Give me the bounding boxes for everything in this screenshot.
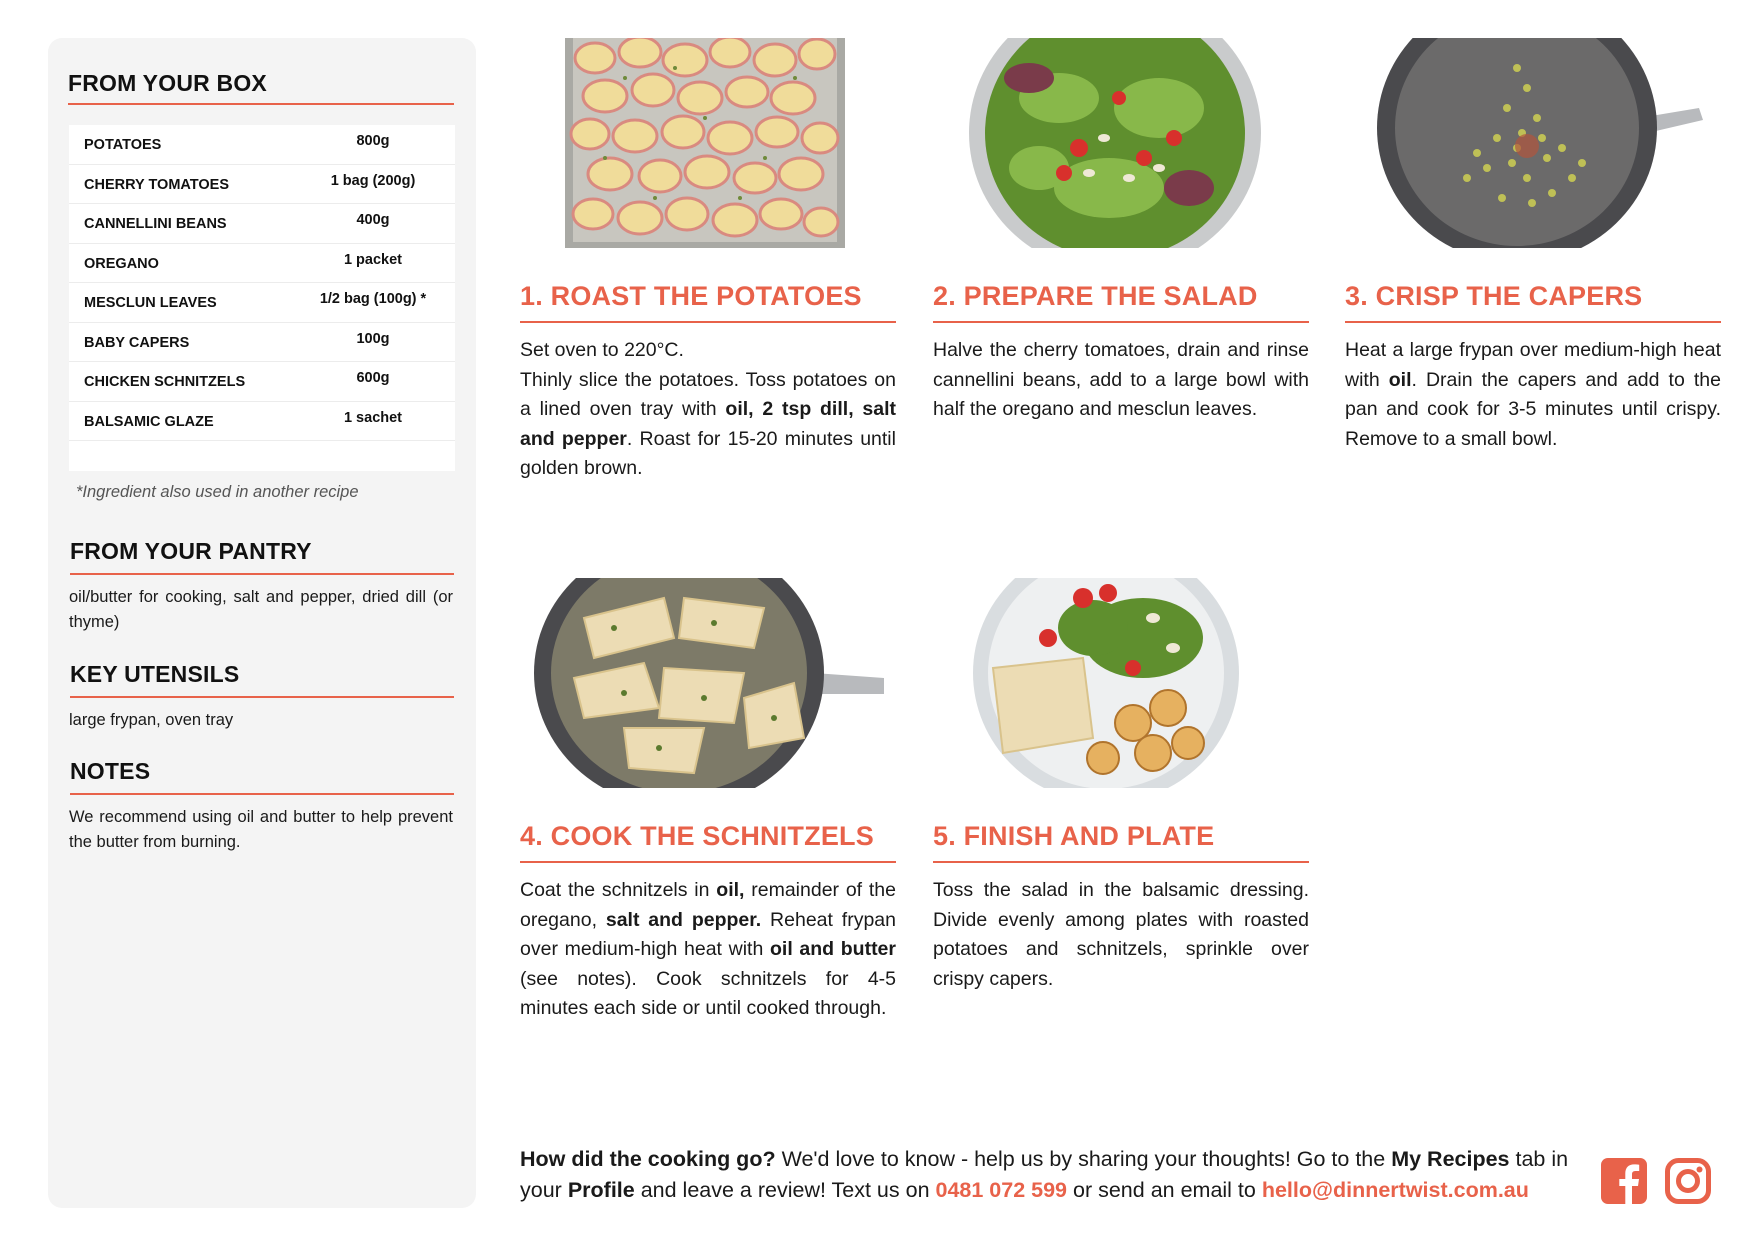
pantry-text: oil/butter for cooking, salt and pepper, dried dill (or thyme)	[69, 588, 453, 631]
divider	[933, 321, 1309, 323]
step-text: Reheat frypan over medium-high heat with	[520, 908, 896, 960]
email-link[interactable]: hello@dinnertwist.com.au	[1261, 1178, 1529, 1202]
ingredient-name: BABY CAPERS	[84, 334, 190, 351]
step-1	[520, 38, 896, 488]
step-text: Heat a large frypan over medium-high heat with	[1345, 339, 1721, 391]
feedback-footer	[520, 1144, 1580, 1206]
divider	[520, 861, 896, 863]
ingredient-qty: 1 packet	[343, 251, 403, 268]
ingredient-name: POTATOES	[84, 137, 162, 153]
footer-text: We'd love to know - help us by sharing your thoughts! Go to the	[775, 1147, 1392, 1171]
step-title: 1. ROAST THE POTATOES	[520, 281, 862, 311]
roast-potatoes-photo	[565, 38, 845, 248]
notes-title: NOTES	[70, 758, 151, 784]
table-row	[69, 323, 455, 363]
divider	[1345, 321, 1721, 323]
profile-label: Profile	[567, 1178, 635, 1202]
footer-text: or send an email to	[1067, 1178, 1262, 1202]
step-text: Set oven to 220°C.	[520, 339, 684, 361]
ingredient-footnote: *Ingredient also used in another recipe	[76, 483, 359, 501]
step-title: 2. PREPARE THE SALAD	[933, 281, 1258, 311]
divider	[70, 793, 454, 795]
plated-meal-photo	[973, 578, 1239, 788]
step-2	[933, 38, 1309, 488]
step-text-bold: oil and butter	[769, 938, 896, 960]
notes-text: We recommend using oil and butter to help prevent the butter from burning.	[69, 808, 453, 851]
ingredient-name: MESCLUN LEAVES	[84, 295, 217, 311]
footer-text: tab in your	[520, 1147, 1569, 1202]
step-text: remainder of the oregano,	[520, 879, 896, 931]
ingredient-qty: 800g	[356, 133, 390, 149]
ingredient-table	[69, 125, 455, 471]
divider	[933, 861, 1309, 863]
step-text: Coat the schnitzels in	[520, 879, 717, 901]
step-text: Thinly slice the potatoes. Toss potatoes on a lined oven tray with	[520, 368, 896, 420]
my-recipes-label: My Recipes	[1391, 1147, 1510, 1171]
step-instructions	[1345, 336, 1721, 454]
step-text-bold: oil,	[716, 879, 745, 901]
divider	[70, 573, 454, 575]
ingredient-qty: 100g	[356, 330, 390, 347]
footer-text: and leave a review! Text us on	[634, 1178, 936, 1202]
step-instructions	[520, 336, 896, 484]
footer-text-bold: How did the cooking go?	[520, 1147, 776, 1171]
step-text-bold: salt and pepper.	[605, 908, 762, 931]
ingredient-qty: 600g	[356, 370, 390, 386]
step-instructions	[933, 336, 1309, 425]
phone-link[interactable]: 0481 072 599	[935, 1178, 1068, 1202]
ingredient-qty: 1 sachet	[343, 409, 403, 426]
from-your-box-title: FROM YOUR BOX	[68, 70, 267, 96]
ingredient-qty: 1/2 bag (100g) *	[319, 291, 427, 307]
step-4	[520, 578, 896, 1028]
ingredient-qty: 400g	[356, 212, 390, 228]
utensils-title: KEY UTENSILS	[70, 661, 240, 687]
step-text: . Drain the capers and add to the pan and cook for 3-5 minutes until crispy. Remove to a small bowl.	[1345, 368, 1721, 450]
step-instructions	[520, 876, 896, 1024]
step-text: Halve the cherry tomatoes, drain and rinse cannellini beans, add to a large bowl with half the oregano and mesclun leaves.	[933, 339, 1309, 420]
table-row	[69, 283, 455, 323]
facebook-icon[interactable]	[1601, 1158, 1647, 1204]
step-text: Toss the salad in the balsamic dressing. Divide evenly among plates with roasted potatoes and schnitzels, sprinkle over crispy capers.	[933, 879, 1309, 990]
ingredient-name: CANNELLINI BEANS	[84, 216, 227, 232]
step-text: (see notes). Cook schnitzels for 4-5 minutes each side or until cooked through.	[520, 967, 896, 1019]
table-row	[69, 402, 455, 442]
utensils-text: large frypan, oven tray	[69, 711, 234, 729]
step-title: 5. FINISH AND PLATE	[933, 821, 1215, 851]
crispy-capers-photo	[1377, 38, 1707, 248]
ingredient-name: OREGANO	[84, 255, 159, 272]
divider	[68, 103, 454, 105]
sidebar	[48, 38, 476, 1208]
step-instructions	[933, 876, 1309, 994]
salad-bowl-photo	[969, 38, 1261, 248]
step-text-bold: oil	[1388, 368, 1412, 391]
step-title: 4. COOK THE SCHNITZELS	[520, 821, 874, 851]
step-text: . Roast for 15-20 minutes until golden brown.	[520, 427, 896, 479]
divider	[70, 696, 454, 698]
ingredient-name: CHICKEN SCHNITZELS	[84, 374, 246, 390]
table-row	[69, 165, 455, 205]
ingredient-qty: 1 bag (200g)	[330, 172, 416, 189]
divider	[520, 321, 896, 323]
table-row	[69, 125, 455, 165]
cook-schnitzels-photo	[534, 578, 886, 788]
table-row	[69, 204, 455, 244]
table-row	[69, 362, 455, 402]
pantry-title: FROM YOUR PANTRY	[70, 538, 312, 564]
step-title: 3. CRISP THE CAPERS	[1345, 281, 1643, 311]
step-3	[1345, 38, 1721, 488]
instagram-icon[interactable]	[1665, 1158, 1711, 1204]
table-row	[69, 244, 455, 284]
ingredient-name: BALSAMIC GLAZE	[84, 413, 214, 430]
step-5	[933, 578, 1309, 1028]
step-text-bold: oil, 2 tsp dill, salt and pepper	[520, 398, 896, 450]
ingredient-name: CHERRY TOMATOES	[84, 176, 230, 193]
